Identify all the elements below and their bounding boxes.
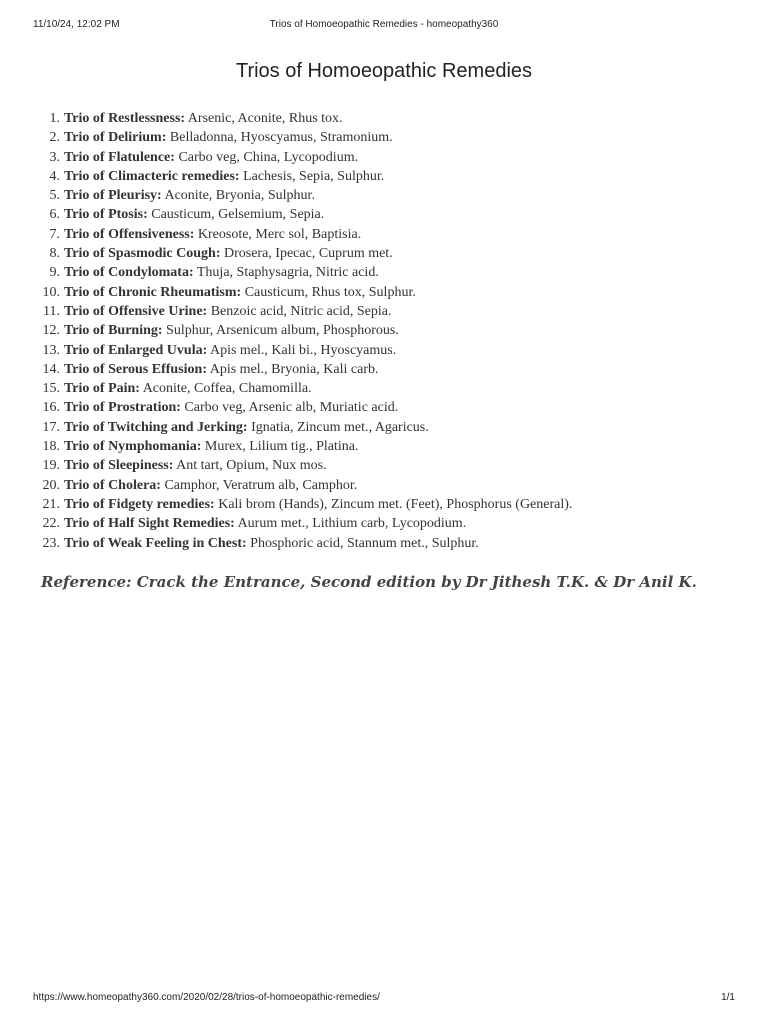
list-item: [35, 167, 735, 186]
list-item-number: 20.: [42, 477, 60, 493]
list-item-number: 17.: [42, 419, 60, 435]
list-item-number: 8.: [49, 246, 60, 262]
trio-label: Trio of Nymphomania:: [64, 439, 202, 455]
trio-label: Trio of Ptosis:: [64, 207, 148, 223]
trio-remedies: Aurum met., Lithium carb, Lycopodium.: [234, 516, 467, 532]
list-item: [35, 398, 735, 417]
trio-remedies: Benzoic acid, Nitric acid, Sepia.: [207, 303, 392, 319]
list-item-number: 9.: [49, 265, 60, 281]
trio-remedies: Camphor, Veratrum alb, Camphor.: [160, 477, 358, 493]
trio-label: Trio of Prostration:: [64, 400, 181, 416]
trio-remedies: Carbo veg, China, Lycopodium.: [174, 149, 359, 165]
trio-remedies: Ignatia, Zincum met., Agaricus.: [247, 419, 429, 435]
trio-remedies: Aconite, Bryonia, Sulphur.: [161, 188, 315, 204]
trio-remedies: Arsenic, Aconite, Rhus tox.: [185, 111, 343, 126]
list-item-number: 19.: [42, 458, 60, 474]
list-item-number: 21.: [42, 496, 60, 512]
trio-label: Trio of Offensive Urine:: [64, 303, 208, 319]
trio-remedies: Kali brom (Hands), Zincum met. (Feet), Phosphorus (General).: [214, 496, 573, 512]
trio-remedies: Aconite, Coffea, Chamomilla.: [139, 381, 312, 397]
trio-label: Trio of Restlessness:: [64, 111, 186, 126]
list-item: [35, 418, 735, 437]
list-item-number: 14.: [42, 361, 60, 377]
list-item: [35, 476, 735, 495]
list-item-number: 15.: [42, 381, 60, 397]
list-item-number: 7.: [49, 226, 60, 242]
trio-remedies: Belladonna, Hyoscyamus, Stramonium.: [166, 130, 393, 146]
list-item: [35, 534, 735, 553]
list-item-number: 1.: [49, 111, 60, 126]
list-item: [35, 225, 735, 244]
trio-label: Trio of Serous Effusion:: [64, 361, 207, 377]
list-item: [35, 379, 735, 398]
trio-label: Trio of Offensiveness:: [64, 226, 195, 242]
list-item-number: 11.: [43, 303, 60, 319]
list-item-number: 10.: [42, 284, 60, 300]
trio-label: Trio of Pleurisy:: [64, 188, 162, 204]
trio-label: Trio of Climacteric remedies:: [64, 168, 240, 184]
trio-remedies: Kreosote, Merc sol, Baptisia.: [194, 226, 362, 242]
page-url: https://www.homeopathy360.com/2020/02/28/trios-of-homoeopathic-remedies/: [33, 992, 380, 1003]
trio-remedies: Phosphoric acid, Stannum met., Sulphur.: [246, 535, 479, 551]
list-item: [35, 456, 735, 475]
list-item: [35, 148, 735, 167]
trio-label: Trio of Chronic Rheumatism:: [64, 284, 242, 300]
list-item: [35, 321, 735, 340]
trio-remedies: Apis mel., Kali bi., Hyoscyamus.: [207, 342, 397, 358]
list-item: [35, 302, 735, 321]
trio-remedies: Drosera, Ipecac, Cuprum met.: [220, 246, 393, 262]
trio-label: Trio of Spasmodic Cough:: [64, 246, 221, 262]
list-item: [35, 186, 735, 205]
list-item: [35, 263, 735, 282]
trio-label: Trio of Enlarged Uvula:: [64, 342, 208, 358]
print-datetime: 11/10/24, 12:02 PM: [33, 19, 120, 30]
list-item: [35, 128, 735, 147]
print-page-title: Trios of Homoeopathic Remedies - homeopathy360: [269, 19, 499, 30]
trio-label: Trio of Flatulence:: [64, 149, 175, 165]
article-title: Trios of Homoeopathic Remedies: [235, 60, 533, 82]
list-item: [35, 244, 735, 263]
list-item-number: 22.: [42, 516, 60, 532]
trio-remedies: Murex, Lilium tig., Platina.: [201, 439, 359, 455]
trio-label: Trio of Condylomata:: [64, 265, 194, 281]
list-item-number: 4.: [49, 168, 60, 184]
trio-remedies: Carbo veg, Arsenic alb, Muriatic acid.: [180, 400, 399, 416]
trio-label: Trio of Burning:: [64, 323, 163, 339]
trio-remedies: Sulphur, Arsenicum album, Phosphorous.: [162, 323, 399, 339]
print-footer: [0, 992, 768, 1006]
list-item: [35, 495, 735, 514]
trio-remedies: Causticum, Gelsemium, Sepia.: [147, 207, 325, 223]
list-item-number: 18.: [42, 439, 60, 455]
trio-remedies: Causticum, Rhus tox, Sulphur.: [241, 284, 416, 300]
list-item-number: 2.: [49, 130, 60, 146]
trio-label: Trio of Half Sight Remedies:: [64, 516, 235, 532]
trio-remedies: Lachesis, Sepia, Sulphur.: [239, 168, 385, 184]
list-item: [35, 360, 735, 379]
remedy-list: [35, 109, 735, 553]
list-item: [35, 341, 735, 360]
list-item-number: 12.: [42, 323, 60, 339]
list-item-number: 3.: [49, 149, 60, 165]
list-item: [35, 514, 735, 533]
list-item-number: 6.: [49, 207, 60, 223]
list-item: [35, 109, 735, 128]
page-number: 1/1: [721, 992, 735, 1003]
trio-remedies: Apis mel., Bryonia, Kali carb.: [207, 361, 379, 377]
list-item-number: 5.: [49, 188, 60, 204]
trio-label: Trio of Twitching and Jerking:: [64, 419, 248, 435]
trio-label: Trio of Fidgety remedies:: [64, 496, 215, 512]
list-item: [35, 205, 735, 224]
list-item-number: 13.: [42, 342, 60, 358]
reference-note: Reference: Crack the Entrance, Second edition by Dr Jithesh T.K. & Dr Anil K.: [41, 573, 697, 591]
list-item: [35, 437, 735, 456]
list-item-number: 16.: [42, 400, 60, 416]
list-item-number: 23.: [42, 535, 60, 551]
trio-label: Trio of Cholera:: [64, 477, 161, 493]
trio-label: Trio of Sleepiness:: [64, 458, 174, 474]
trio-remedies: Ant tart, Opium, Nux mos.: [173, 458, 327, 474]
list-item: [35, 283, 735, 302]
trio-label: Trio of Weak Feeling in Chest:: [64, 535, 247, 551]
print-header: [0, 19, 768, 33]
trio-label: Trio of Delirium:: [64, 130, 167, 146]
trio-label: Trio of Pain:: [64, 381, 140, 397]
trio-remedies: Thuja, Staphysagria, Nitric acid.: [193, 265, 379, 281]
